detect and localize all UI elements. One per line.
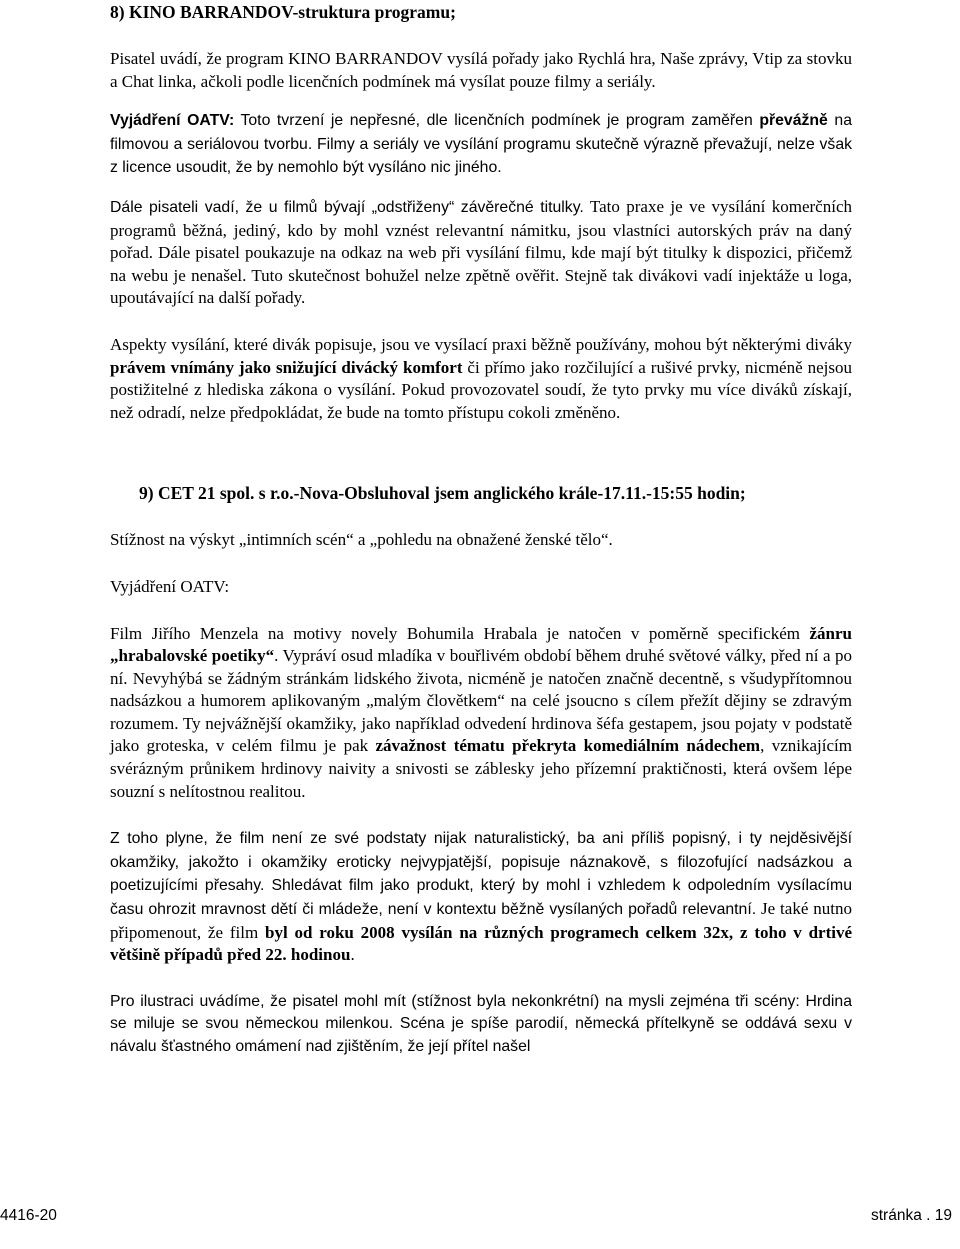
section-8-paragraph-3: Dále pisateli vadí, že u filmů bývají „odstřiženy“ závěrečné titulky. Tato praxe je ve vysílání komerčních programů běžná, jediný, kdo by mohl vznést relevantní námitku, jsou vlastníci autorských práv na daný pořad. Dále pisatel poukazuje na odkaz na web při vysílání filmu, kde mají být titulky k dispozici, přičemž na webu je nenašel. Tuto skutečnost bohužel nelze zpětně ověřit. Stejně tak divákovi vadí injektáže u loga, upoutávající na další pořady.	[110, 196, 852, 308]
section-8-paragraph-2: Vyjádření OATV: Toto tvrzení je nepřesné, dle licenčních podmínek je program zaměřen převážně na filmovou a seriálovou tvorbu. Filmy a seriály ve vysílání programu skutečně výrazně převažují, nelze však z licence usoudit, že by nemohlo být vysíláno nic jiného.	[110, 112, 852, 177]
section-9-heading: 9) CET 21 spol. s r.o.-Nova-Obsluhoval jsem anglického krále-17.11.-15:55 hodin;	[139, 483, 746, 504]
section-9-paragraph-3: Pro ilustraci uvádíme, že pisatel mohl mít (stížnost byla nekonkrétní) na mysli zejména tři scény: Hrdina se miluje se svou německou milenkou. Scéna je spíše parodií, německá přítelkyně se oddává sexu v návalu šťastného omámení nad zjištěním, že její přítel našel	[110, 992, 852, 1055]
footer-page-number: stránka . 19	[871, 1207, 952, 1224]
section-9-complaint: Stížnost na výskyt „intimních scén“ a „pohledu na obnažené ženské tělo“.	[110, 530, 613, 550]
section-9-paragraph-2: Z toho plyne, že film není ze své podstaty nijak naturalistický, ba ani příliš popisný, i ty nejděsivější okamžiky, jakožto i okamžiky eroticky nejvypjatější, popisuje náznakově, s filozofující nadsázkou a poetizujícími přesahy. Shledávat film jako produkt, který by mohl i vzhledem k odpoledním vysílacímu času ohrozit mravnost dětí či mládeže, není v kontextu běžně vysílaných pořadů relevantní. Je také nutno připomenout, že film byl od roku 2008 vysílán na různých programech celkem 32x, z toho v drtivé většině případů před 22. hodinou.	[110, 830, 852, 965]
section-9-oatv-label: Vyjádření OATV:	[110, 576, 230, 596]
section-8-heading: 8) KINO BARRANDOV-struktura programu;	[110, 2, 456, 22]
section-8-paragraph-4: Aspekty vysílání, které divák popisuje, jsou ve vysílací praxi běžně používány, mohou být některými diváky právem vnímány jako snižující divácký komfort či přímo jako rozčilující a rušivé prvky, nicméně nejsou postižitelné z hlediska zákona o vysílání. Pokud provozovatel soudí, že tyto prvky mu více diváků získají, než odradí, nelze předpokládat, že bude na tomto přístupu cokoli změněno.	[110, 334, 852, 422]
section-8-paragraph-1: Pisatel uvádí, že program KINO BARRANDOV vysílá pořady jako Rychlá hra, Naše zprávy, Vtip za stovku a Chat linka, ačkoli podle licenčních podmínek má vysílat pouze filmy a seriály.	[110, 49, 852, 91]
section-9-paragraph-1: Film Jiřího Menzela na motivy novely Bohumila Hrabala je natočen v poměrně specifickém žánru „hrabalovské poetiky“. Vypráví osud mladíka v bouřlivém období během druhé světové války, před ní a po ní. Nevyhýbá se žádným stránkám lidského života, nicméně je natočen značně decentně, s všudypřítomnou nadsázkou a humorem aplikovaným „malým človětkem“ na celé jsoucno s cílem přežít dějiny se zdravým rozumem. Ty nejvážnější okamžiky, jako například odvedení hrdinova šéfa gestapem, jsou pojaty v podstatě jako groteska, v celém filmu je pak závažnost tématu překryta komediálním nádechem, vznikajícím svérázným průnikem hrdinovy naivity a snivosti se záblesky jeho přízemní praktičnosti, která ovšem lépe souzní s nelítostnou realitou.	[110, 623, 852, 801]
footer-doc-id: 4416-20	[0, 1207, 57, 1224]
document-page	[110, 0, 852, 1059]
oatv-label: Vyjádření OATV:	[110, 112, 235, 130]
